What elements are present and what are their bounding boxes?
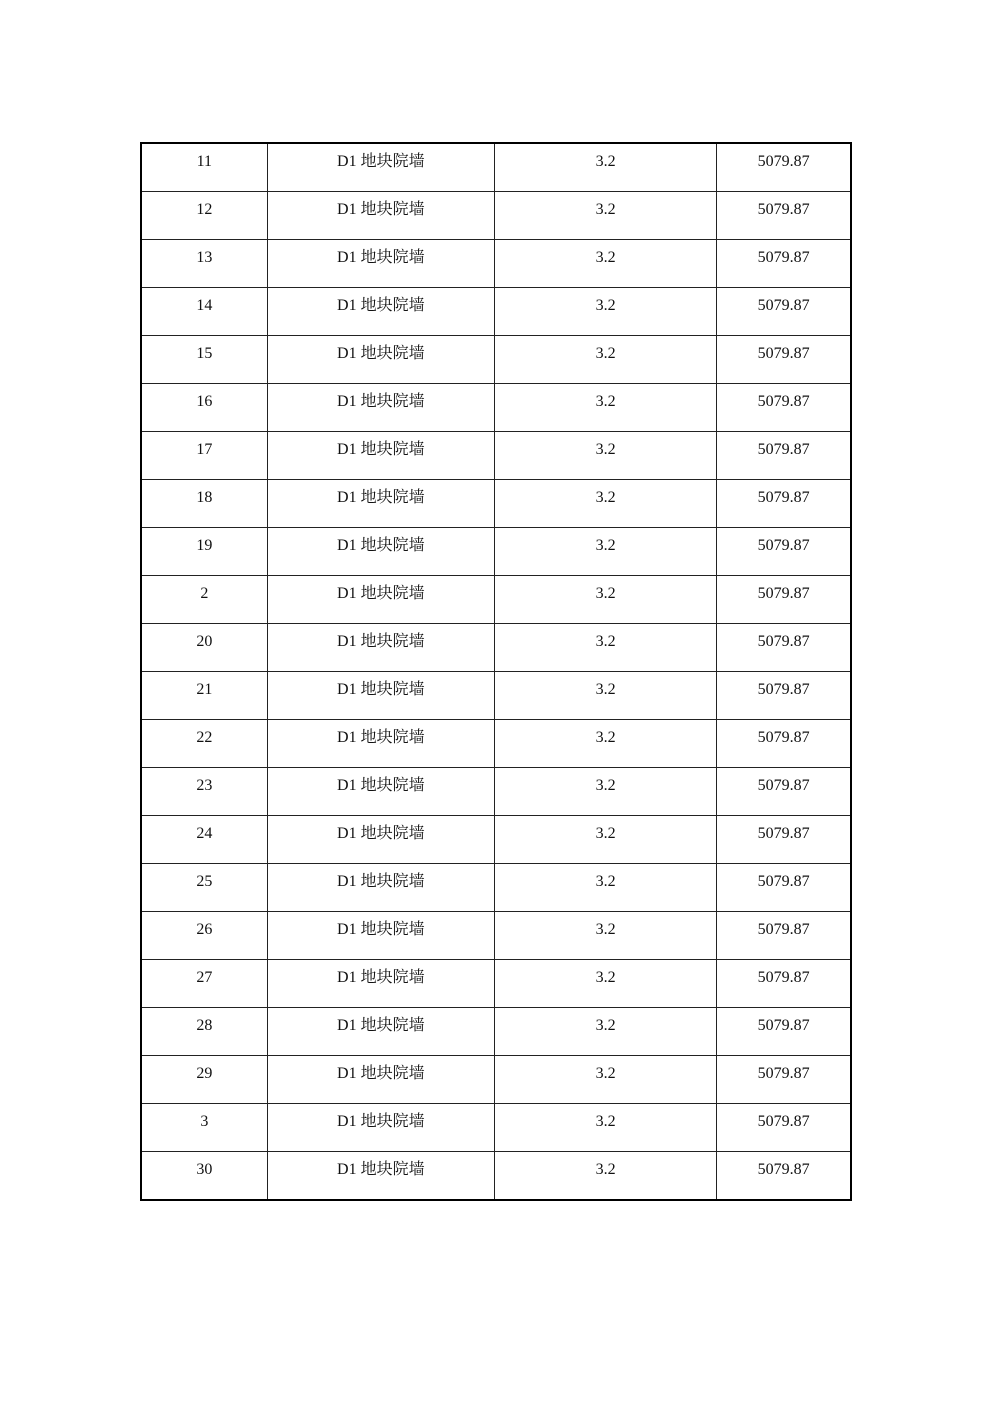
value-cell (717, 960, 851, 1008)
value-text: 5079.87 (757, 1113, 810, 1130)
row-number-text: 30 (196, 1161, 213, 1178)
height-text: 3.2 (595, 1017, 616, 1034)
item-name-cell (267, 1152, 494, 1201)
table-row (141, 624, 851, 672)
height-cell (494, 336, 716, 384)
height-text: 3.2 (595, 249, 616, 266)
item-name-text: D1 地块院墙 (337, 537, 425, 554)
height-text: 3.2 (595, 537, 616, 554)
table-row (141, 1056, 851, 1104)
value-cell (717, 864, 851, 912)
height-text: 3.2 (595, 825, 616, 842)
item-name-text: D1 地块院墙 (337, 681, 425, 698)
row-number-cell (141, 960, 267, 1008)
table-row (141, 432, 851, 480)
item-name-cell (267, 1056, 494, 1104)
row-number-text: 12 (196, 201, 213, 218)
value-cell (717, 816, 851, 864)
row-number-text: 25 (196, 873, 213, 890)
height-cell (494, 864, 716, 912)
height-cell (494, 1056, 716, 1104)
item-name-text: D1 地块院墙 (337, 489, 425, 506)
value-cell (717, 720, 851, 768)
item-name-cell (267, 672, 494, 720)
table-row (141, 240, 851, 288)
item-name-cell (267, 1104, 494, 1152)
value-cell (717, 1008, 851, 1056)
table-row (141, 720, 851, 768)
row-number-text: 24 (196, 825, 213, 842)
table-row (141, 384, 851, 432)
item-name-cell (267, 576, 494, 624)
table-row (141, 1152, 851, 1201)
row-number-cell (141, 480, 267, 528)
item-name-text: D1 地块院墙 (337, 1161, 425, 1178)
height-text: 3.2 (595, 1113, 616, 1130)
value-text: 5079.87 (757, 729, 810, 746)
row-number-cell (141, 720, 267, 768)
row-number-cell (141, 143, 267, 192)
item-name-text: D1 地块院墙 (337, 825, 425, 842)
value-cell (717, 912, 851, 960)
height-cell (494, 192, 716, 240)
value-cell (717, 143, 851, 192)
height-text: 3.2 (595, 633, 616, 650)
table-row (141, 336, 851, 384)
item-name-cell (267, 864, 494, 912)
row-number-cell (141, 336, 267, 384)
item-name-text: D1 地块院墙 (337, 1113, 425, 1130)
value-cell (717, 1104, 851, 1152)
height-cell (494, 720, 716, 768)
value-cell (717, 576, 851, 624)
item-name-cell (267, 143, 494, 192)
row-number-cell (141, 672, 267, 720)
row-number-text: 17 (196, 441, 213, 458)
row-number-text: 11 (196, 153, 213, 170)
height-cell (494, 384, 716, 432)
table-row (141, 1008, 851, 1056)
value-text: 5079.87 (757, 153, 810, 170)
height-cell (494, 768, 716, 816)
height-cell (494, 624, 716, 672)
item-name-cell (267, 624, 494, 672)
item-name-text: D1 地块院墙 (337, 1017, 425, 1034)
value-cell (717, 192, 851, 240)
value-text: 5079.87 (757, 345, 810, 362)
table-body (141, 143, 851, 1200)
table-row (141, 480, 851, 528)
item-name-text: D1 地块院墙 (337, 777, 425, 794)
value-cell (717, 432, 851, 480)
row-number-cell (141, 384, 267, 432)
table-row (141, 864, 851, 912)
table-row (141, 768, 851, 816)
row-number-cell (141, 1152, 267, 1201)
height-text: 3.2 (595, 297, 616, 314)
height-text: 3.2 (595, 729, 616, 746)
height-text: 3.2 (595, 585, 616, 602)
height-cell (494, 1152, 716, 1201)
value-text: 5079.87 (757, 777, 810, 794)
height-cell (494, 528, 716, 576)
height-text: 3.2 (595, 1161, 616, 1178)
item-name-cell (267, 192, 494, 240)
row-number-cell (141, 192, 267, 240)
height-text: 3.2 (595, 969, 616, 986)
height-text: 3.2 (595, 345, 616, 362)
item-name-text: D1 地块院墙 (337, 153, 425, 170)
value-cell (717, 480, 851, 528)
row-number-text: 19 (196, 537, 213, 554)
item-name-cell (267, 816, 494, 864)
value-cell (717, 336, 851, 384)
table-row (141, 576, 851, 624)
value-text: 5079.87 (757, 585, 810, 602)
item-name-cell (267, 336, 494, 384)
item-name-text: D1 地块院墙 (337, 1065, 425, 1082)
row-number-cell (141, 240, 267, 288)
row-number-text: 23 (196, 777, 213, 794)
item-name-cell (267, 480, 494, 528)
row-number-text: 15 (196, 345, 213, 362)
value-text: 5079.87 (757, 969, 810, 986)
row-number-text: 14 (196, 297, 213, 314)
row-number-text: 18 (196, 489, 213, 506)
row-number-text: 2 (200, 585, 209, 602)
table-row (141, 960, 851, 1008)
row-number-text: 29 (196, 1065, 213, 1082)
height-cell (494, 143, 716, 192)
item-name-cell (267, 1008, 494, 1056)
row-number-cell (141, 1008, 267, 1056)
table-row (141, 528, 851, 576)
value-text: 5079.87 (757, 201, 810, 218)
item-name-cell (267, 528, 494, 576)
item-name-text: D1 地块院墙 (337, 345, 425, 362)
item-name-cell (267, 384, 494, 432)
value-text: 5079.87 (757, 1017, 810, 1034)
value-text: 5079.87 (757, 681, 810, 698)
height-cell (494, 672, 716, 720)
row-number-cell (141, 528, 267, 576)
item-name-cell (267, 288, 494, 336)
value-text: 5079.87 (757, 537, 810, 554)
row-number-cell (141, 864, 267, 912)
item-name-text: D1 地块院墙 (337, 297, 425, 314)
row-number-text: 3 (200, 1113, 209, 1130)
item-name-cell (267, 912, 494, 960)
value-text: 5079.87 (757, 825, 810, 842)
row-number-cell (141, 432, 267, 480)
height-text: 3.2 (595, 153, 616, 170)
table-row (141, 288, 851, 336)
height-text: 3.2 (595, 873, 616, 890)
value-text: 5079.87 (757, 1065, 810, 1082)
height-cell (494, 240, 716, 288)
table-row (141, 192, 851, 240)
height-cell (494, 912, 716, 960)
item-name-cell (267, 768, 494, 816)
height-text: 3.2 (595, 201, 616, 218)
row-number-text: 26 (196, 921, 213, 938)
row-number-text: 21 (196, 681, 213, 698)
value-cell (717, 624, 851, 672)
item-name-text: D1 地块院墙 (337, 441, 425, 458)
value-cell (717, 1152, 851, 1201)
height-cell (494, 480, 716, 528)
height-text: 3.2 (595, 489, 616, 506)
table-row (141, 672, 851, 720)
item-name-text: D1 地块院墙 (337, 393, 425, 410)
row-number-text: 27 (196, 969, 213, 986)
height-text: 3.2 (595, 393, 616, 410)
value-text: 5079.87 (757, 1161, 810, 1178)
row-number-text: 22 (196, 729, 213, 746)
row-number-text: 13 (196, 249, 213, 266)
height-text: 3.2 (595, 441, 616, 458)
value-cell (717, 384, 851, 432)
height-cell (494, 960, 716, 1008)
value-cell (717, 768, 851, 816)
height-cell (494, 816, 716, 864)
height-cell (494, 1008, 716, 1056)
item-name-text: D1 地块院墙 (337, 585, 425, 602)
table-row (141, 816, 851, 864)
height-cell (494, 576, 716, 624)
row-number-cell (141, 912, 267, 960)
height-text: 3.2 (595, 1065, 616, 1082)
height-text: 3.2 (595, 777, 616, 794)
data-table (140, 142, 852, 1201)
row-number-cell (141, 1056, 267, 1104)
table-row (141, 143, 851, 192)
row-number-cell (141, 288, 267, 336)
value-text: 5079.87 (757, 393, 810, 410)
value-cell (717, 1056, 851, 1104)
height-text: 3.2 (595, 681, 616, 698)
value-cell (717, 672, 851, 720)
row-number-cell (141, 768, 267, 816)
row-number-cell (141, 816, 267, 864)
item-name-text: D1 地块院墙 (337, 873, 425, 890)
value-cell (717, 240, 851, 288)
value-text: 5079.87 (757, 297, 810, 314)
table-row (141, 1104, 851, 1152)
item-name-cell (267, 960, 494, 1008)
value-text: 5079.87 (757, 489, 810, 506)
item-name-text: D1 地块院墙 (337, 633, 425, 650)
value-text: 5079.87 (757, 633, 810, 650)
item-name-text: D1 地块院墙 (337, 249, 425, 266)
value-cell (717, 288, 851, 336)
height-cell (494, 432, 716, 480)
item-name-text: D1 地块院墙 (337, 201, 425, 218)
value-text: 5079.87 (757, 873, 810, 890)
item-name-cell (267, 432, 494, 480)
height-cell (494, 288, 716, 336)
row-number-cell (141, 576, 267, 624)
row-number-text: 28 (196, 1017, 213, 1034)
item-name-text: D1 地块院墙 (337, 729, 425, 746)
item-name-text: D1 地块院墙 (337, 921, 425, 938)
row-number-text: 16 (196, 393, 213, 410)
item-name-text: D1 地块院墙 (337, 969, 425, 986)
height-cell (494, 1104, 716, 1152)
value-text: 5079.87 (757, 441, 810, 458)
value-text: 5079.87 (757, 249, 810, 266)
item-name-cell (267, 720, 494, 768)
value-cell (717, 528, 851, 576)
table-row (141, 912, 851, 960)
value-text: 5079.87 (757, 921, 810, 938)
row-number-cell (141, 1104, 267, 1152)
row-number-text: 20 (196, 633, 213, 650)
height-text: 3.2 (595, 921, 616, 938)
item-name-cell (267, 240, 494, 288)
row-number-cell (141, 624, 267, 672)
